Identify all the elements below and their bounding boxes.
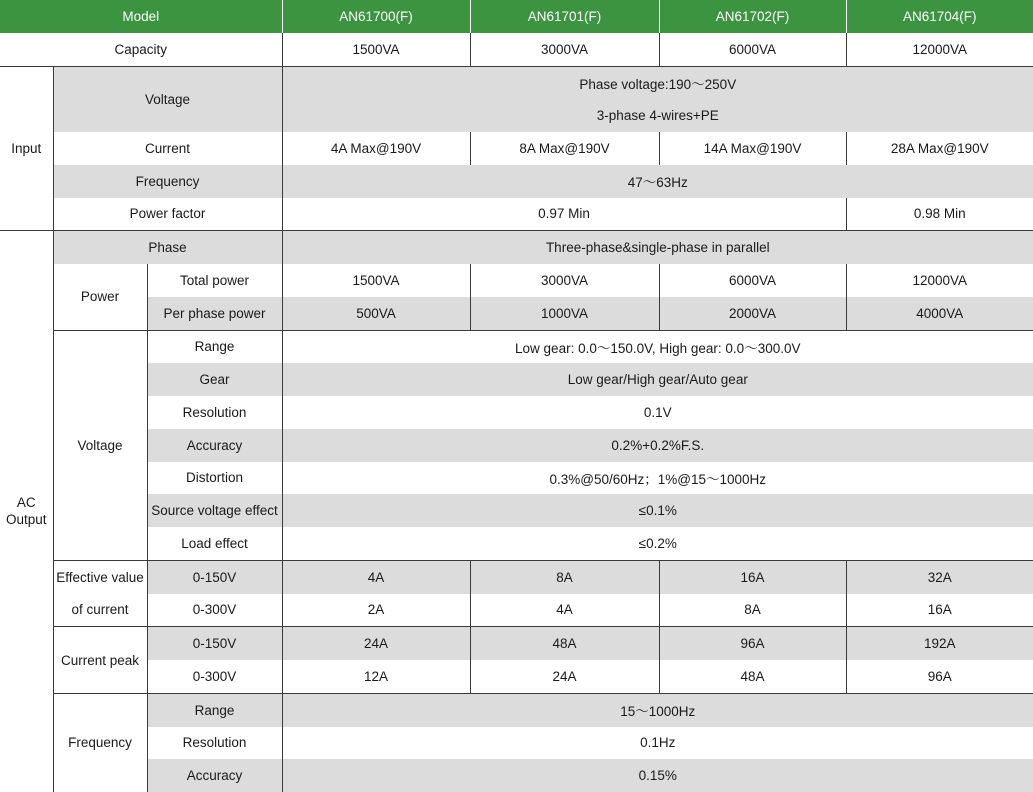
cell-value: 8A Max@190V (470, 132, 659, 165)
cell-value: Phase voltage:190～250V (282, 66, 1033, 99)
cell-value: 0.98 Min (846, 198, 1033, 231)
cell-value: 1500VA (282, 264, 470, 297)
model-name: AN61700(F) (282, 0, 470, 33)
cell-value: ≤0.2% (282, 527, 1033, 560)
row-label: Frequency (53, 165, 282, 198)
cell-value: 32A (846, 560, 1033, 593)
cell-value: 48A (470, 627, 659, 660)
cell-value: 0.3%@50/60Hz；1%@15～1000Hz (282, 462, 1033, 495)
cell-value: 1500VA (282, 33, 470, 66)
row-label: Per phase power (147, 297, 282, 330)
row-label: Gear (147, 363, 282, 396)
cell-value: 4A (282, 560, 470, 593)
row-label: 0-150V (147, 560, 282, 593)
output-voltage-accuracy-row (0, 429, 1033, 462)
input-current-row (0, 132, 1033, 165)
cell-value: 16A (846, 594, 1033, 627)
cell-value: 6000VA (659, 33, 846, 66)
output-per-phase-power-row (0, 297, 1033, 330)
row-label: 0-300V (147, 660, 282, 693)
effective-current-label-line1: Effective value (53, 560, 147, 593)
ac-output-label-line1: AC (16, 494, 36, 510)
cell-value: 12000VA (846, 264, 1033, 297)
current-peak-group-label: Current peak (53, 627, 147, 694)
cell-value: 6000VA (659, 264, 846, 297)
cell-value: 8A (659, 594, 846, 627)
input-frequency-row (0, 165, 1033, 198)
cell-value: Low gear/High gear/Auto gear (282, 363, 1033, 396)
cell-value: 0.1V (282, 396, 1033, 429)
row-label: Distortion (147, 462, 282, 495)
cell-value: 0.2%+0.2%F.S. (282, 429, 1033, 462)
output-frequency-resolution-row (0, 727, 1033, 760)
cell-value: 24A (282, 627, 470, 660)
cell-value: 12000VA (846, 33, 1033, 66)
cell-value: Low gear: 0.0～150.0V, High gear: 0.0～300.0V (282, 330, 1033, 363)
model-name: AN61702(F) (659, 0, 846, 33)
capacity-row (0, 33, 1033, 66)
cell-value: 24A (470, 660, 659, 693)
row-label: Resolution (147, 727, 282, 760)
cell-value: 0.97 Min (282, 198, 846, 231)
row-label: Phase (53, 231, 282, 264)
cell-value: 15～1000Hz (282, 693, 1033, 726)
input-group-label: Input (0, 66, 53, 231)
row-label: Source voltage effect (147, 494, 282, 527)
cell-value: 0.1Hz (282, 727, 1033, 760)
cell-value: ≤0.1% (282, 494, 1033, 527)
cell-value: 96A (659, 627, 846, 660)
cell-value: 3-phase 4-wires+PE (282, 99, 1033, 132)
output-voltage-distortion-row (0, 462, 1033, 495)
cell-value: 8A (470, 560, 659, 593)
row-label: Voltage (53, 66, 282, 132)
cell-value: 48A (659, 660, 846, 693)
cell-value: 3000VA (470, 264, 659, 297)
cell-value: 96A (846, 660, 1033, 693)
model-name: AN61704(F) (846, 0, 1033, 33)
row-label: Total power (147, 264, 282, 297)
row-label: Current (53, 132, 282, 165)
output-voltage-range-row (0, 330, 1033, 363)
output-frequency-accuracy-row (0, 759, 1033, 792)
output-load-effect-row (0, 527, 1033, 560)
row-label: Accuracy (147, 429, 282, 462)
header-row (0, 0, 1033, 33)
model-label: Model (0, 0, 282, 33)
frequency-group-label: Frequency (53, 693, 147, 792)
output-effective-current-high-row (0, 594, 1033, 627)
cell-value: 4A (470, 594, 659, 627)
cell-value: 14A Max@190V (659, 132, 846, 165)
output-current-peak-low-row (0, 627, 1033, 660)
input-power-factor-row (0, 198, 1033, 231)
output-total-power-row (0, 264, 1033, 297)
cell-value: 2000VA (659, 297, 846, 330)
cell-value: 28A Max@190V (846, 132, 1033, 165)
output-voltage-resolution-row (0, 396, 1033, 429)
output-frequency-range-row (0, 693, 1033, 726)
cell-value: 4000VA (846, 297, 1033, 330)
effective-current-label-line2: of current (53, 594, 147, 627)
cell-value: 16A (659, 560, 846, 593)
ac-output-group-label (0, 231, 53, 792)
output-voltage-gear-row (0, 363, 1033, 396)
output-effective-current-low-row (0, 560, 1033, 593)
cell-value: 47～63Hz (282, 165, 1033, 198)
row-label: Resolution (147, 396, 282, 429)
cell-value: 4A Max@190V (282, 132, 470, 165)
power-group-label: Power (53, 264, 147, 330)
input-voltage-row (0, 66, 1033, 99)
model-name: AN61701(F) (470, 0, 659, 33)
cell-value: Three-phase&single-phase in parallel (282, 231, 1033, 264)
cell-value: 2A (282, 594, 470, 627)
cell-value: 12A (282, 660, 470, 693)
row-label: Accuracy (147, 759, 282, 792)
cell-value: 500VA (282, 297, 470, 330)
output-current-peak-high-row (0, 660, 1033, 693)
cell-value: 192A (846, 627, 1033, 660)
cell-value: 3000VA (470, 33, 659, 66)
output-phase-row (0, 231, 1033, 264)
row-label: Load effect (147, 527, 282, 560)
voltage-group-label: Voltage (53, 330, 147, 560)
row-label: 0-150V (147, 627, 282, 660)
cell-value: 1000VA (470, 297, 659, 330)
cell-value: 0.15% (282, 759, 1033, 792)
row-label: Range (147, 693, 282, 726)
output-source-effect-row (0, 494, 1033, 527)
row-label: Capacity (0, 33, 282, 66)
row-label: 0-300V (147, 594, 282, 627)
ac-output-label-line2: Output (5, 511, 47, 527)
row-label: Power factor (53, 198, 282, 231)
row-label: Range (147, 330, 282, 363)
